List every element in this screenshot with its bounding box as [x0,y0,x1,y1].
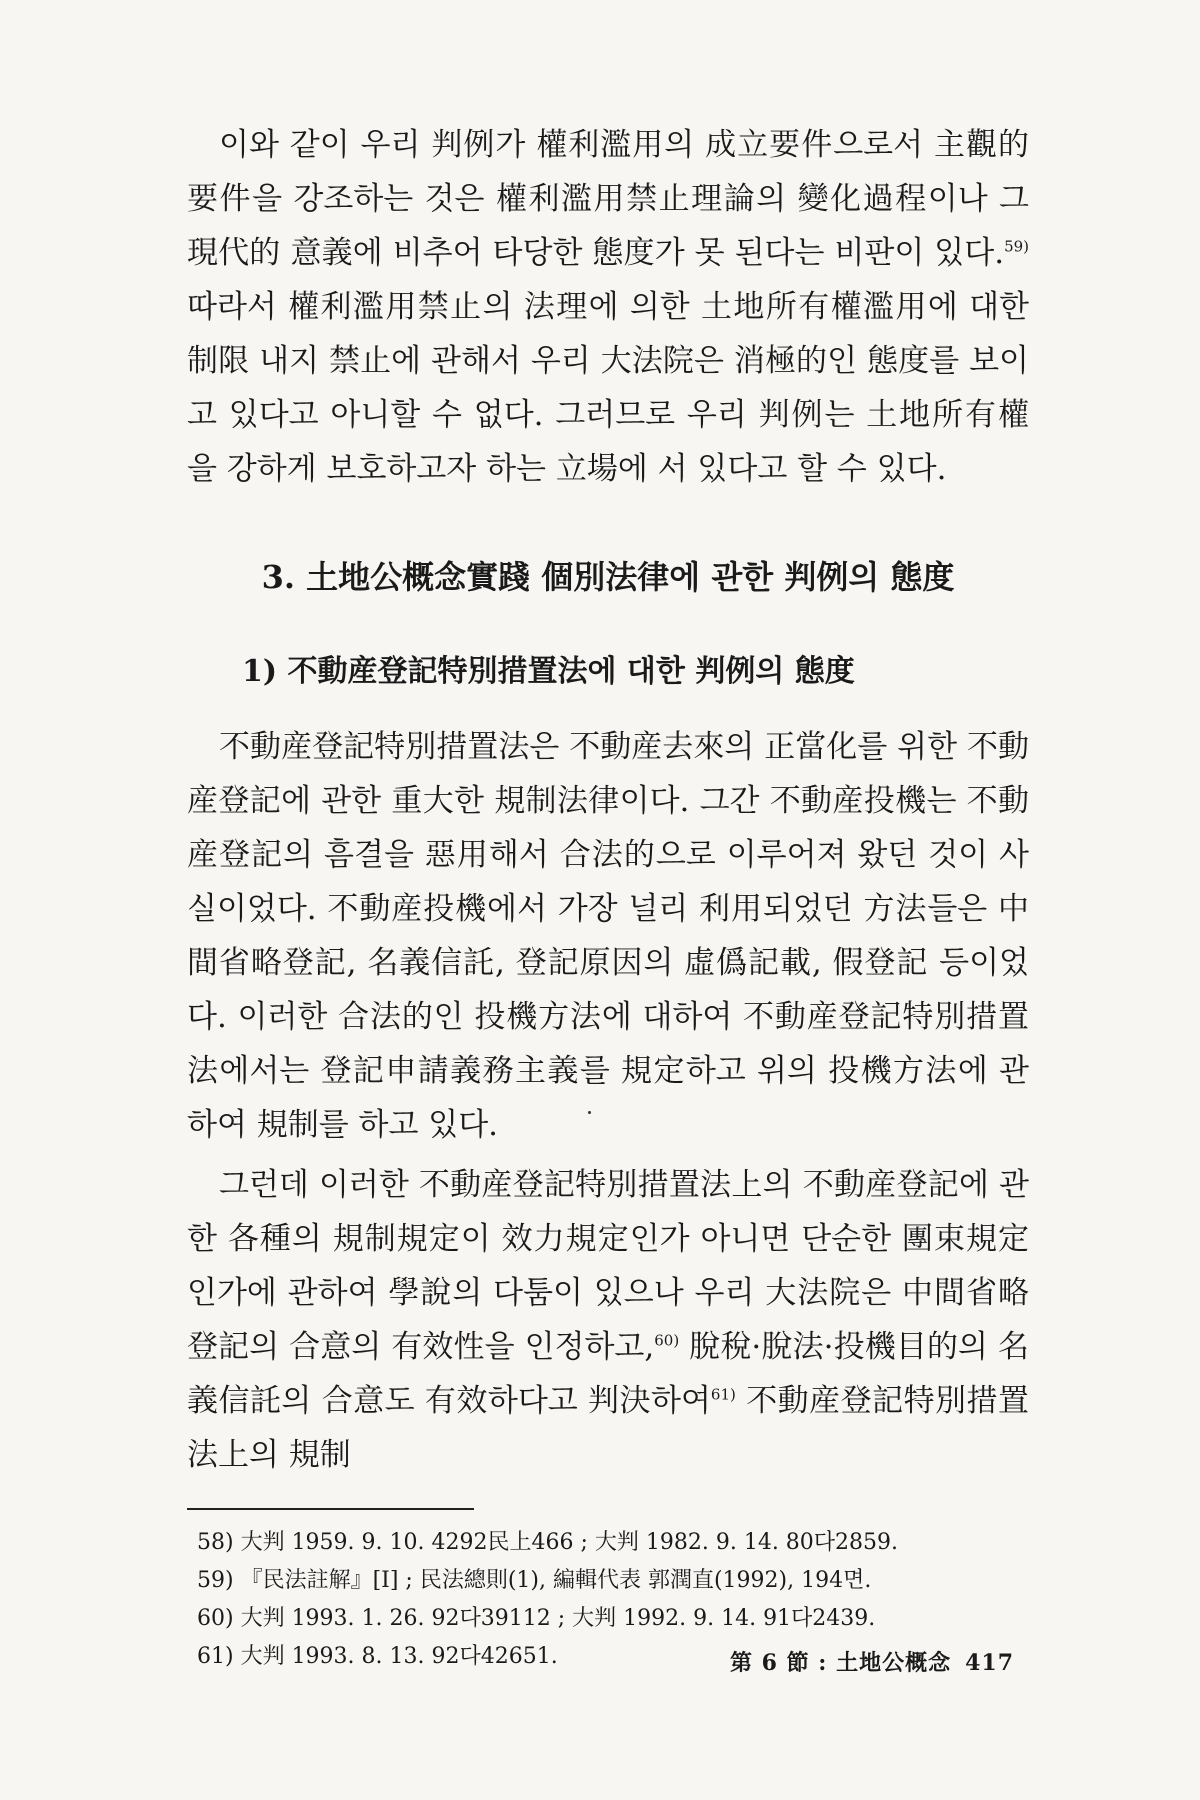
footnote-ref-60: 60) [654,1331,680,1350]
footnote-60: 60) 大判 1993. 1. 26. 92다39112 ; 大判 1992. 9. 14. 91다2439. [197,1606,876,1631]
page-body [187,118,1029,1676]
footnote-ref-59: 59) [1004,237,1030,256]
paragraph-3-text-b: 脫稅·脫法·投機目的의 名義信託의 合意도 有效하다고 判決하여 [187,1329,1029,1419]
paragraph-3 [187,1158,1029,1482]
scan-speck [588,1111,591,1114]
paragraph-1-text-a: 이와 같이 우리 判例가 權利濫用의 成立要件으로서 主觀的 要件을 강조하는 것은 權利濫用禁止理論의 變化過程이나 그 現代的 意義에 비추어 타당한 態度가 못 된다는 비판이 있다. [187,127,1029,271]
paragraph-3-text-a: 그런데 이러한 不動産登記特別措置法上의 不動産登記에 관한 各種의 規制規定이 效力規定인가 아니면 단순한 團束規定인가에 관하여 學說의 다툼이 있으나 우리 大法院은 中間省略登記의 合意의 有效性을 인정하고, [187,1167,1029,1365]
footnote-59: 59) 『民法註解』[Ⅰ] ; 民法總則(1), 編輯代表 郭潤直(1992), 194면. [197,1568,872,1593]
page-number: 417 [965,1650,1015,1676]
sub-heading: 1) 不動産登記特別措置法에 대한 判例의 態度 [242,654,855,689]
footnote-ref-61: 61) [710,1385,736,1404]
paragraph-1 [187,118,1029,496]
footnote-61: 61) 大判 1993. 8. 13. 92다42651. [197,1644,558,1669]
footnote-divider [187,1508,474,1510]
paragraph-2: 不動産登記特別措置法은 不動産去來의 正當化를 위한 不動産登記에 관한 重大한 規制法律이다. 그간 不動産投機는 不動産登記의 흠결을 惡用해서 合法的으로 이루어져 왔던 것이 사실이었다. 不動産投機에서 가장 널리 利用되었던 方法들은 中間省略登記, 名義信託, 登記原因의 虛僞記載, 假登記 등이었다. 이러한 合法的인 投機方法에 대하여 不動産登記特別措置法에서는 登記申請義務主義를 規定하고 위의 投機方法에 관하여 規制를 하고 있다. [187,729,1029,1143]
footnote-58: 58) 大判 1959. 9. 10. 4292民上466 ; 大判 1982. 9. 14. 80다2859. [197,1530,899,1555]
running-title: 第 6 節 : 土地公概念 [730,1650,952,1676]
paragraph-3-text-c: 不動産登記特別措置法上의 規制 [187,1383,1029,1473]
paragraph-1-text-b: 따라서 權利濫用禁止의 法理에 의한 土地所有權濫用에 대한 制限 내지 禁止에 관해서 우리 大法院은 消極的인 態度를 보이고 있다고 아니할 수 없다. 그러므로 우리 判例는 土地所有權을 강하게 보호하고자 하는 立場에 서 있다고 할 수 있다. [187,289,1029,487]
running-footer [730,1646,1014,1677]
section-heading: 3. 土地公概念實踐 個別法律에 관한 判例의 態度 [261,558,955,596]
